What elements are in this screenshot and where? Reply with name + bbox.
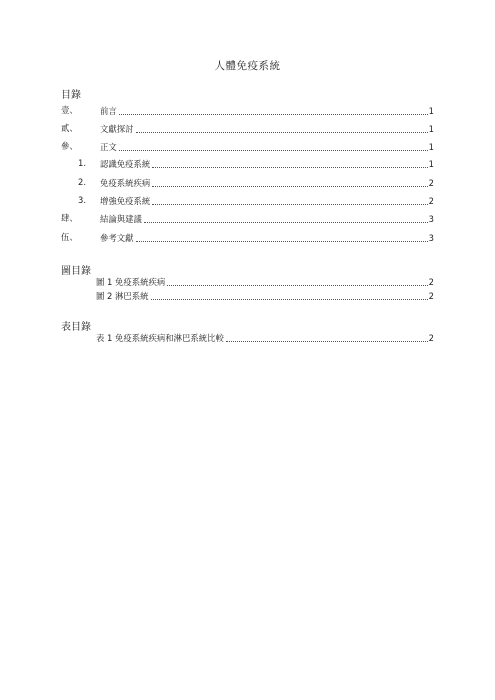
toc-entry-3[interactable] [61, 140, 434, 153]
table-entry-1[interactable] [96, 331, 434, 344]
dot-leader [167, 284, 427, 286]
table-entry-label: 表 1 免疫系統疾病和淋巴系統比較 [96, 333, 224, 343]
toc-entry-label: 增強免疫系統 [100, 196, 151, 206]
dot-leader [136, 240, 428, 242]
document-title: 人體免疫系統 [214, 60, 281, 72]
toc-entry-4[interactable] [78, 157, 434, 170]
dot-leader [152, 185, 427, 187]
toc-entry-5[interactable] [78, 176, 434, 189]
figure-entry-2[interactable] [96, 289, 434, 302]
toc-entry-6[interactable] [78, 194, 434, 207]
dot-leader [226, 340, 428, 342]
toc-entry-number: 2. [78, 177, 86, 187]
toc-heading: 目錄 [61, 90, 81, 101]
toc-entry-1[interactable] [61, 104, 434, 117]
toc-entry-label: 結論與建議 [100, 214, 142, 224]
toc-entry-label: 正文 [100, 142, 117, 152]
figure-entry-label: 圖 2 淋巴系統 [96, 291, 149, 301]
tables-heading: 表目錄 [61, 322, 91, 333]
figure-entry-page: 2 [428, 277, 434, 287]
dot-leader [136, 131, 428, 133]
toc-entry-number: 壹、 [61, 105, 78, 115]
figures-heading: 圖目錄 [61, 266, 91, 277]
toc-entry-label: 參考文獻 [100, 233, 134, 243]
toc-entry-7[interactable] [61, 212, 434, 225]
toc-entry-page: 3 [428, 233, 434, 243]
toc-entry-page: 3 [428, 214, 434, 224]
toc-entry-2[interactable] [61, 122, 434, 135]
toc-entry-page: 2 [428, 178, 434, 188]
figure-entry-1[interactable] [96, 275, 434, 288]
dot-leader [119, 113, 428, 115]
toc-entry-label: 認識免疫系統 [100, 159, 151, 169]
figure-entry-page: 2 [428, 291, 434, 301]
toc-entry-number: 3. [78, 195, 86, 205]
toc-entry-label: 免疫系統疾病 [100, 178, 151, 188]
dot-leader [152, 203, 427, 205]
dot-leader [152, 166, 427, 168]
toc-entry-page: 2 [428, 196, 434, 206]
table-entry-page: 2 [428, 333, 434, 343]
toc-entry-number: 貳、 [61, 123, 78, 133]
toc-entry-number: 肆、 [61, 213, 78, 223]
toc-entry-number: 伍、 [61, 232, 78, 242]
toc-entry-8[interactable] [61, 231, 434, 244]
toc-entry-label: 文獻探討 [100, 124, 134, 134]
toc-entry-page: 1 [428, 142, 434, 152]
figure-entry-label: 圖 1 免疫系統疾病 [96, 277, 166, 287]
dot-leader [151, 298, 428, 300]
dot-leader [119, 149, 428, 151]
toc-entry-page: 1 [428, 106, 434, 116]
toc-entry-label: 前言 [100, 106, 117, 116]
toc-entry-number: 1. [78, 158, 86, 168]
toc-entry-page: 1 [428, 159, 434, 169]
toc-entry-page: 1 [428, 124, 434, 134]
dot-leader [144, 221, 428, 223]
toc-entry-number: 參、 [61, 141, 78, 151]
